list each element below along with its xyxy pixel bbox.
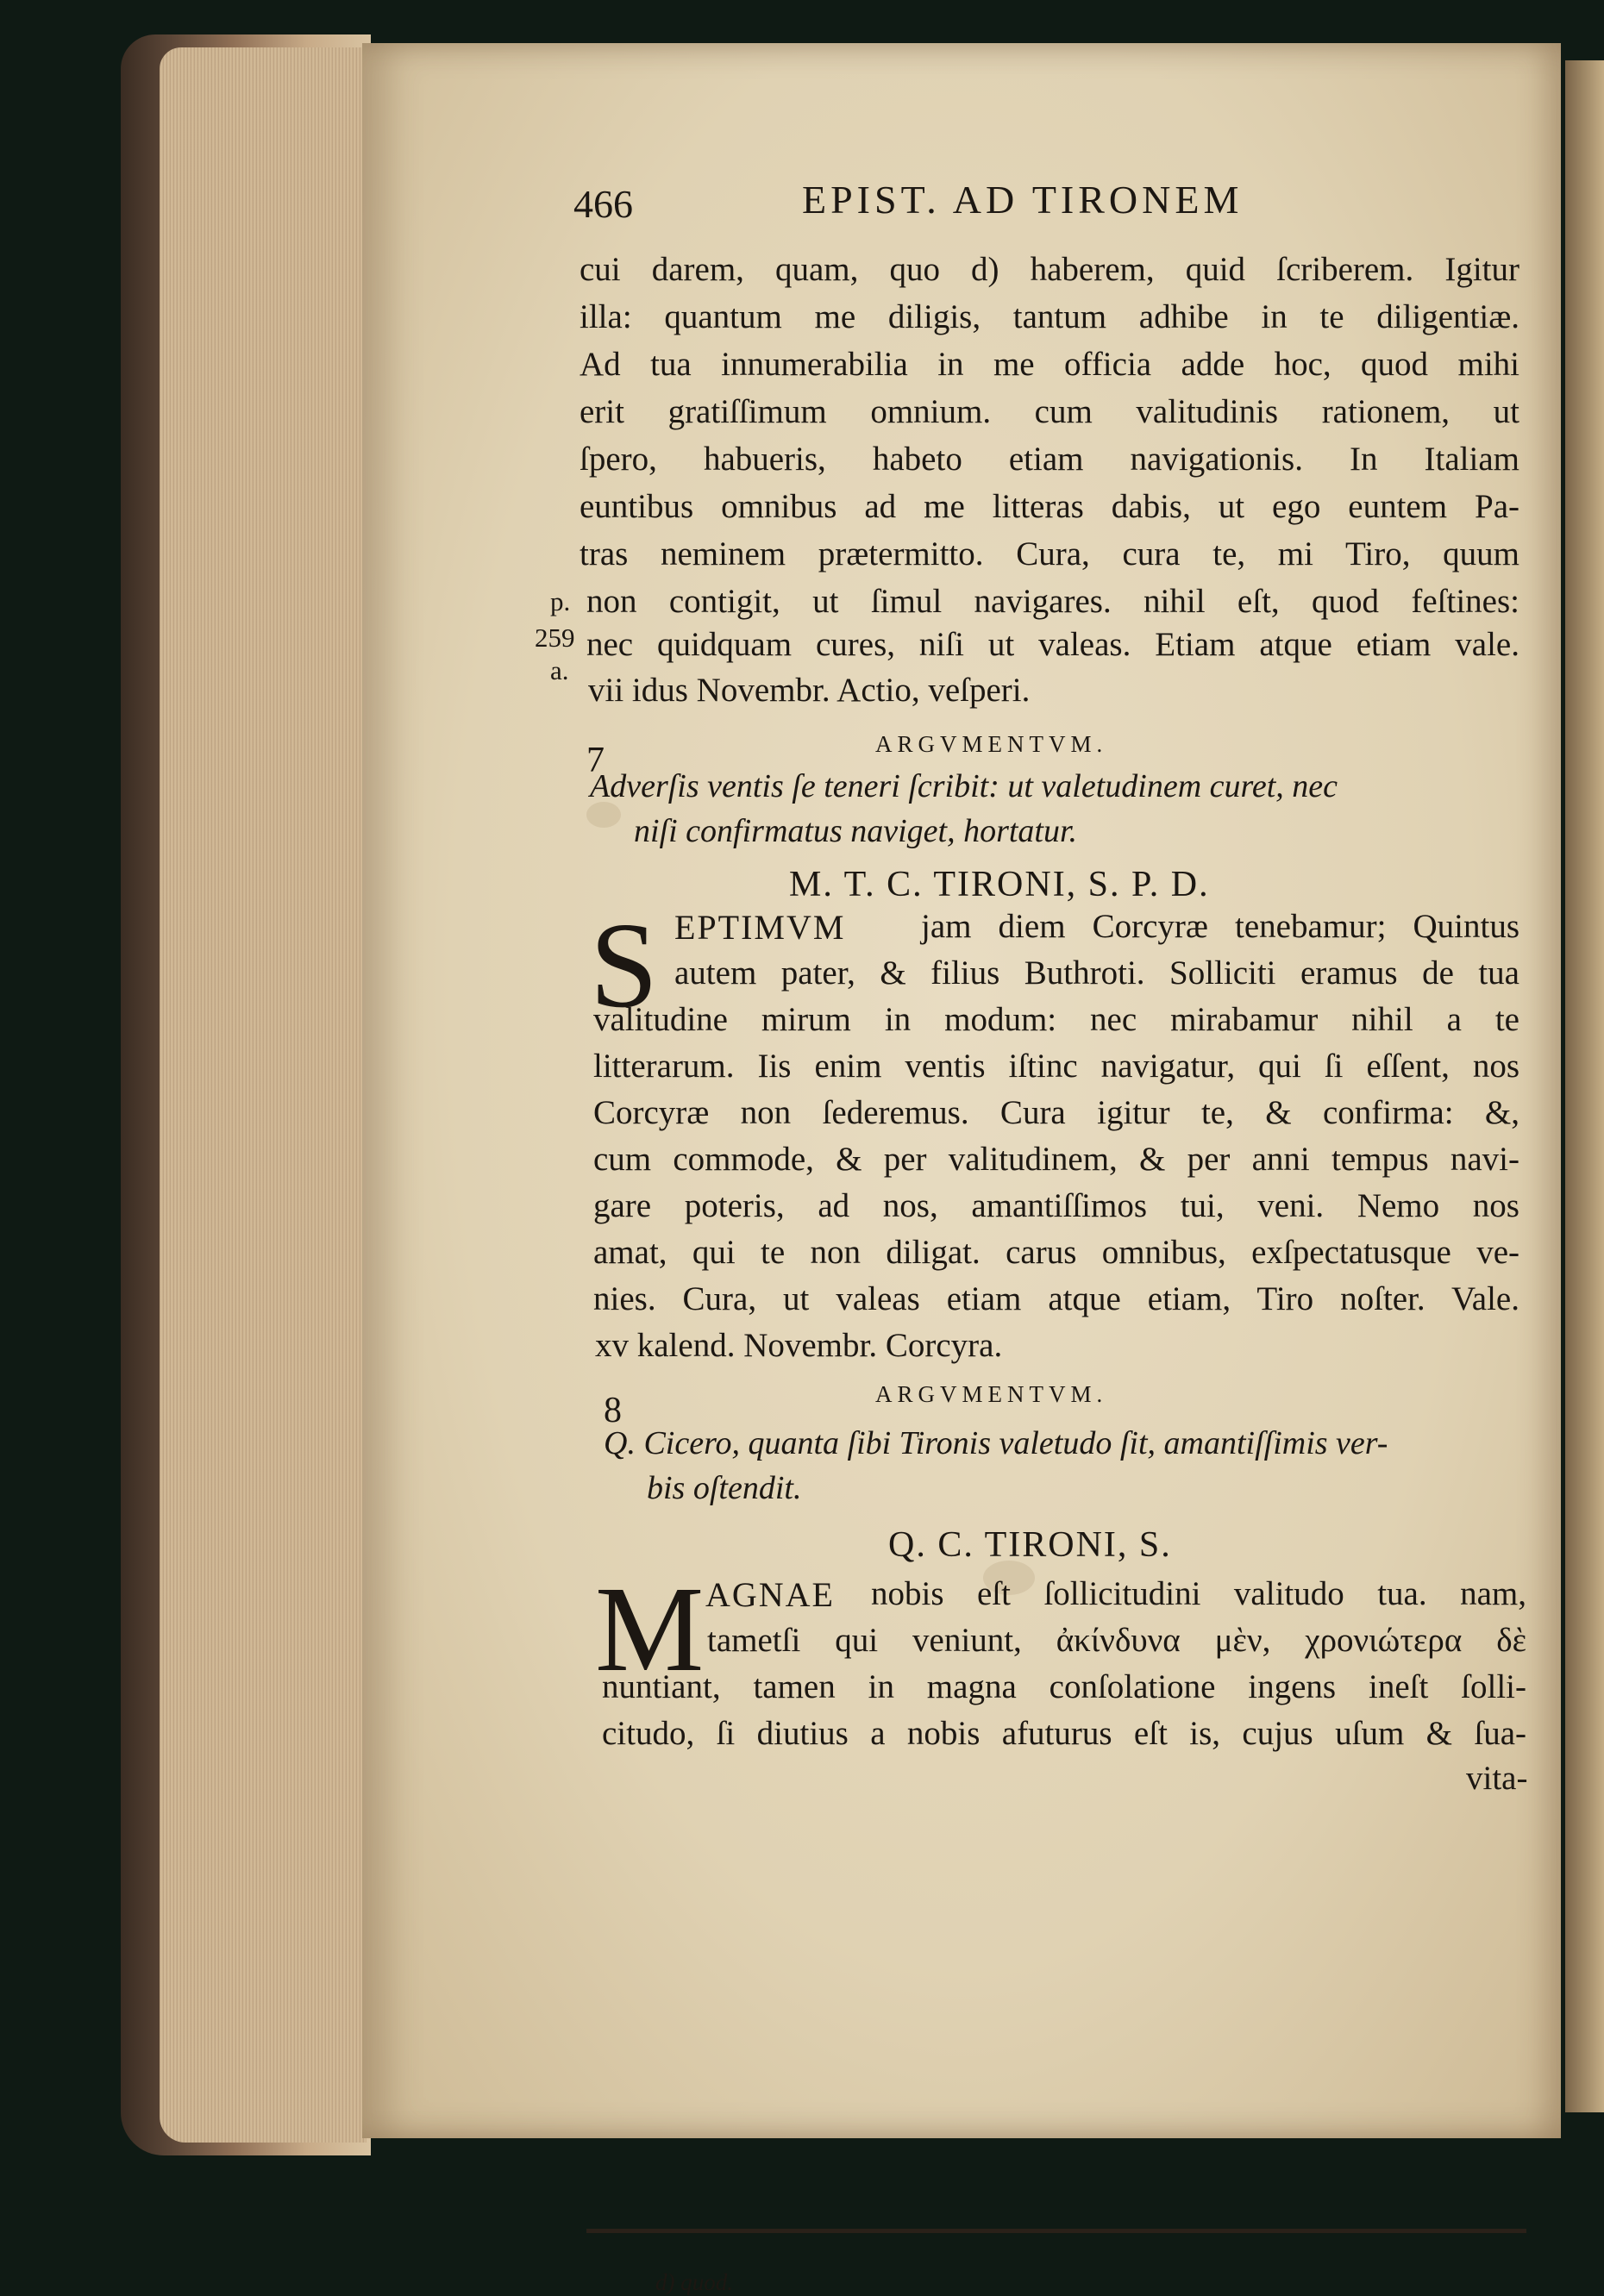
letter-number: 8 bbox=[604, 1391, 622, 1430]
text-line: amat, qui te non diligat. carus omnibus, exſpectatusque ve- bbox=[593, 1234, 1519, 1271]
text-line: gare poteris, ad nos, amantiſſimos tui, veni. Nemo nos bbox=[593, 1187, 1519, 1224]
text-line: ſpero, habueris, habeto etiam navigationis. In Italiam bbox=[580, 441, 1519, 478]
text-line: tametſi qui veniunt, ἀκίνδυνα μὲν, χρονιώτερα δὲ bbox=[707, 1622, 1526, 1659]
drop-cap: S bbox=[590, 897, 658, 1033]
text-line: Corcyræ non ſederemus. Cura igitur te, & confirma: &, bbox=[593, 1094, 1519, 1131]
text-line: vii idus Novembr. Actio, veſperi. bbox=[588, 672, 1031, 709]
text-line: xv kalend. Novembr. Corcyra. bbox=[595, 1327, 1003, 1364]
first-word: EPTIMVM bbox=[674, 908, 846, 947]
argumentum-text: Adverſis ventis ſe teneri ſcribit: ut valetudinem curet, nec bbox=[590, 768, 1338, 804]
text-line: cui darem, quam, quo d) haberem, quid ſcriberem. Igitur bbox=[580, 251, 1519, 288]
catchword: vita- bbox=[1466, 1760, 1528, 1797]
text-line: illa: quantum me diligis, tantum adhibe in te diligentiæ. bbox=[580, 298, 1519, 335]
argumentum-heading: ARGVMENTVM. bbox=[875, 731, 1108, 757]
salutation: M. T. C. TIRONI, S. P. D. bbox=[789, 865, 1210, 904]
next-page-edge bbox=[1565, 60, 1604, 2112]
text-line: jam diem Corcyræ tenebamur; Quintus bbox=[921, 908, 1519, 945]
text-line: Ad tua innumerabilia in me officia adde hoc, quod mihi bbox=[580, 346, 1519, 383]
running-head: EPIST. AD TIRONEM bbox=[802, 178, 1244, 222]
text-line: nobis eſt ſollicitudini valitudo tua. nam, bbox=[871, 1575, 1526, 1612]
text-line: cum commode, & per valitudinem, & per anni tempus navi- bbox=[593, 1141, 1519, 1178]
argumentum-text: Q. Cicero, quanta ſibi Tironis valetudo ſit, amantiſſimis ver- bbox=[604, 1425, 1388, 1461]
margin-note: a. bbox=[550, 655, 569, 685]
text-line: valitudine mirum in modum: nec mirabamur nihil a te bbox=[593, 1001, 1519, 1038]
argumentum-text: niſi confirmatus naviget, hortatur. bbox=[634, 813, 1078, 849]
text-line: non contigit, ut ſimul navigares. nihil eſt, quod feſtines: bbox=[586, 583, 1519, 620]
text-line: litterarum. Iis enim ventis iſtinc navigatur, qui ſi eſſent, nos bbox=[593, 1048, 1519, 1085]
drop-cap: M bbox=[595, 1561, 705, 1697]
salutation: Q. C. TIRONI, S. bbox=[888, 1525, 1172, 1565]
letter-number: 7 bbox=[586, 741, 605, 780]
first-word: AGNAE bbox=[705, 1575, 835, 1614]
text-line: nuntiant, tamen in magna conſolatione ingens ineſt ſolli- bbox=[602, 1668, 1526, 1705]
text-line: erit gratiſſimum omnium. cum valitudinis rationem, ut bbox=[580, 393, 1519, 430]
text-line: nec quidquam cures, niſi ut valeas. Etiam atque etiam vale. bbox=[586, 626, 1519, 663]
text-line: nies. Cura, ut valeas etiam atque etiam, Tiro noſter. Vale. bbox=[593, 1280, 1519, 1317]
text-line: tras neminem prætermitto. Cura, cura te, mi Tiro, quum bbox=[580, 535, 1519, 572]
page-stack bbox=[160, 47, 367, 2143]
text-line: autem pater, & filius Buthroti. Solliciti eramus de tua bbox=[674, 954, 1519, 992]
paper-stain bbox=[586, 802, 621, 828]
argumentum-text: bis oſtendit. bbox=[647, 1470, 802, 1506]
margin-note: 259 bbox=[535, 622, 575, 653]
margin-note: p. bbox=[550, 586, 571, 616]
page-number: 466 bbox=[573, 182, 633, 226]
text-line: euntibus omnibus ad me litteras dabis, ut ego euntem Pa- bbox=[580, 488, 1519, 525]
text-line: citudo, ſi diutius a nobis afuturus eſt is, cujus uſum & ſua- bbox=[602, 1715, 1526, 1752]
footnote-rule bbox=[586, 2229, 1526, 2233]
footnote: d) quod. bbox=[655, 2269, 733, 2295]
argumentum-heading: ARGVMENTVM. bbox=[875, 1381, 1108, 1407]
